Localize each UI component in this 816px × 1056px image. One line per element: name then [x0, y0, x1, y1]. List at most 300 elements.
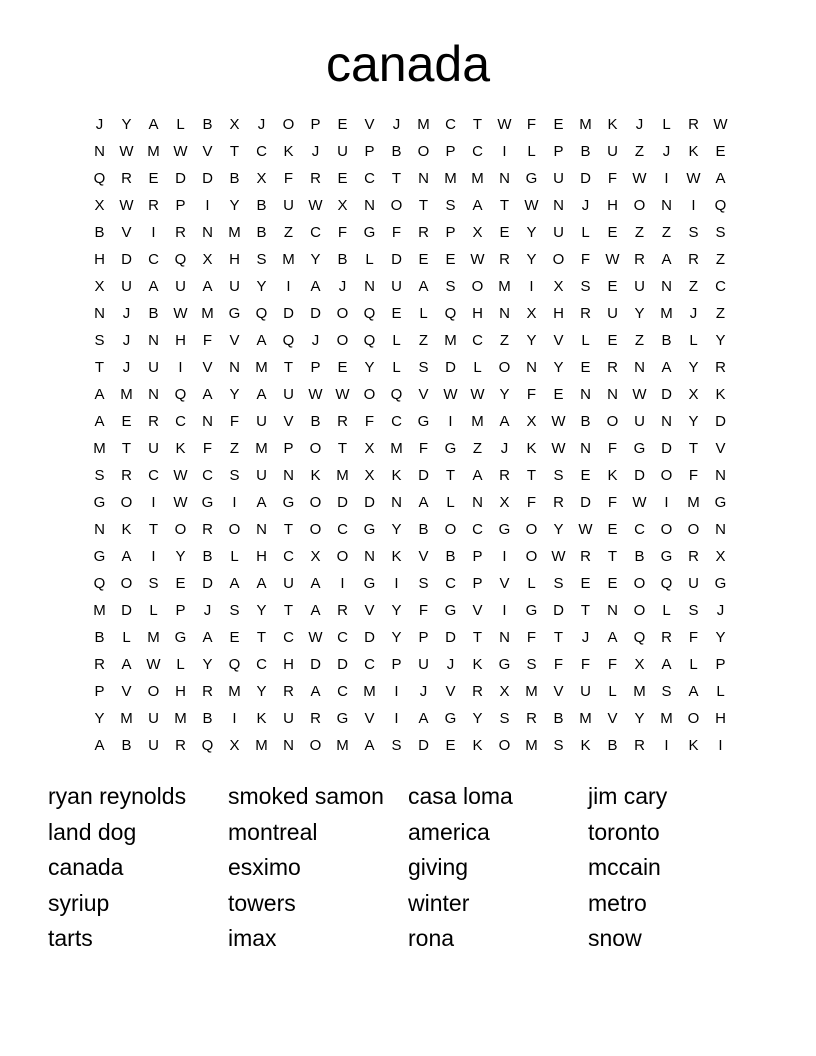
grid-letter: T: [94, 359, 105, 376]
word-column: [228, 779, 408, 957]
grid-letter: B: [202, 548, 213, 565]
grid-letter: H: [229, 251, 240, 268]
grid-letter: M: [120, 710, 133, 727]
grid-letter: F: [418, 440, 429, 457]
grid-letter: I: [286, 278, 291, 295]
grid-letter: L: [122, 629, 131, 646]
grid-row: [86, 357, 734, 384]
grid-letter: N: [607, 602, 618, 619]
word-item: america: [408, 818, 490, 845]
grid-letter: D: [634, 467, 645, 484]
grid-letter: B: [256, 224, 267, 241]
grid-letter: O: [660, 521, 673, 538]
grid-letter: S: [499, 710, 510, 727]
grid-letter: H: [283, 656, 294, 673]
grid-letter: U: [283, 386, 294, 403]
grid-letter: A: [94, 386, 105, 403]
grid-letter: V: [553, 683, 564, 700]
grid-row: [86, 735, 734, 762]
grid-letter: W: [443, 386, 458, 403]
grid-letter: V: [364, 710, 375, 727]
grid-letter: I: [394, 575, 399, 592]
grid-letter: U: [283, 575, 294, 592]
grid-letter: A: [688, 683, 699, 700]
grid-letter: N: [148, 386, 159, 403]
grid-letter: O: [471, 278, 484, 295]
grid-letter: M: [120, 386, 133, 403]
grid-letter: E: [715, 143, 726, 160]
grid-letter: J: [203, 602, 212, 619]
grid-letter: C: [337, 629, 348, 646]
grid-letter: C: [148, 251, 159, 268]
grid-letter: A: [121, 548, 132, 565]
grid-letter: X: [688, 386, 699, 403]
grid-letter: K: [283, 143, 294, 160]
grid-letter: H: [715, 710, 726, 727]
page-title: canada: [325, 36, 491, 92]
grid-letter: O: [336, 305, 349, 322]
grid-letter: M: [336, 737, 349, 754]
grid-letter: A: [256, 494, 267, 511]
grid-letter: W: [308, 386, 323, 403]
grid-letter: I: [232, 494, 237, 511]
grid-letter: Z: [715, 251, 726, 268]
grid-letter: V: [283, 413, 294, 430]
grid-letter: R: [337, 413, 348, 430]
grid-letter: V: [121, 683, 132, 700]
grid-letter: Y: [175, 548, 186, 565]
grid-letter: X: [526, 413, 537, 430]
word-item: syriup: [48, 889, 110, 916]
grid-letter: F: [202, 332, 213, 349]
grid-letter: S: [148, 575, 159, 592]
word-item: giving: [408, 854, 469, 880]
grid-letter: S: [553, 575, 564, 592]
grid-letter: P: [364, 143, 375, 160]
grid-letter: H: [607, 197, 618, 214]
grid-letter: F: [364, 413, 375, 430]
grid-letter: Y: [364, 359, 375, 376]
grid-letter: O: [633, 602, 646, 619]
grid-letter: Y: [526, 332, 537, 349]
grid-letter: D: [283, 305, 294, 322]
grid-letter: X: [553, 278, 564, 295]
grid-letter: T: [283, 602, 294, 619]
grid-letter: A: [229, 575, 240, 592]
grid-letter: M: [687, 494, 700, 511]
grid-letter: W: [173, 305, 188, 322]
grid-letter: B: [580, 413, 591, 430]
grid-letter: J: [662, 143, 671, 160]
grid-letter: N: [499, 170, 510, 187]
grid-letter: E: [580, 575, 591, 592]
grid-letter: G: [201, 494, 214, 511]
grid-letter: O: [309, 737, 322, 754]
letter-grid: [86, 114, 734, 762]
grid-letter: Y: [256, 683, 267, 700]
grid-letter: R: [472, 683, 483, 700]
grid-letter: D: [337, 494, 348, 511]
grid-letter: M: [282, 251, 295, 268]
grid-letter: I: [502, 143, 507, 160]
grid-letter: I: [151, 494, 156, 511]
grid-letter: M: [525, 683, 538, 700]
grid-letter: V: [364, 116, 375, 133]
grid-letter: E: [337, 359, 348, 376]
grid-letter: L: [662, 116, 671, 133]
grid-letter: V: [715, 440, 726, 457]
grid-letter: L: [581, 332, 590, 349]
grid-letter: R: [499, 251, 510, 268]
grid-letter: M: [93, 440, 106, 457]
grid-row: [86, 249, 734, 276]
grid-letter: Q: [660, 575, 673, 592]
grid-letter: M: [174, 710, 187, 727]
grid-letter: X: [337, 197, 348, 214]
grid-letter: T: [607, 548, 618, 565]
grid-letter: N: [499, 629, 510, 646]
grid-letter: T: [526, 467, 537, 484]
grid-letter: X: [256, 170, 267, 187]
grid-letter: R: [148, 413, 159, 430]
grid-letter: J: [419, 683, 428, 700]
grid-letter: A: [94, 737, 105, 754]
grid-letter: C: [337, 683, 348, 700]
grid-letter: L: [446, 494, 455, 511]
grid-letter: D: [337, 656, 348, 673]
word-column: [48, 779, 228, 957]
grid-letter: M: [255, 440, 268, 457]
grid-letter: K: [472, 737, 483, 754]
grid-letter: E: [499, 224, 510, 241]
word-item: montreal: [228, 818, 318, 845]
grid-letter: U: [148, 737, 159, 754]
grid-letter: D: [445, 629, 456, 646]
grid-letter: S: [580, 278, 591, 295]
grid-letter: Z: [688, 278, 699, 295]
word-item: jim cary: [588, 783, 668, 809]
grid-letter: P: [310, 359, 321, 376]
grid-letter: O: [336, 332, 349, 349]
word-item: canada: [48, 854, 124, 880]
grid-letter: T: [499, 197, 510, 214]
grid-letter: N: [526, 359, 537, 376]
grid-letter: U: [121, 278, 132, 295]
grid-letter: Q: [444, 305, 457, 322]
grid-letter: U: [256, 467, 267, 484]
grid-letter: S: [229, 467, 240, 484]
grid-letter: B: [661, 332, 672, 349]
grid-letter: R: [580, 548, 591, 565]
grid-letter: U: [148, 359, 159, 376]
grid-letter: Q: [228, 656, 241, 673]
grid-letter: C: [364, 656, 375, 673]
grid-letter: Q: [282, 332, 295, 349]
grid-letter: Q: [633, 629, 646, 646]
grid-letter: I: [502, 548, 507, 565]
grid-letter: F: [553, 656, 564, 673]
grid-letter: D: [580, 170, 591, 187]
grid-letter: C: [256, 656, 267, 673]
grid-letter: E: [121, 413, 132, 430]
grid-letter: K: [607, 116, 618, 133]
grid-letter: O: [525, 548, 538, 565]
grid-letter: P: [445, 224, 456, 241]
grid-letter: P: [175, 602, 186, 619]
grid-letter: D: [202, 170, 213, 187]
grid-row: [86, 384, 734, 411]
grid-letter: M: [444, 170, 457, 187]
grid-letter: I: [664, 737, 669, 754]
grid-letter: C: [472, 143, 483, 160]
grid-letter: Y: [94, 710, 105, 727]
grid-letter: V: [202, 143, 213, 160]
grid-letter: O: [147, 683, 160, 700]
grid-letter: Q: [714, 197, 727, 214]
grid-letter: P: [715, 656, 726, 673]
grid-letter: Q: [93, 170, 106, 187]
grid-letter: R: [661, 629, 672, 646]
grid-row: [86, 519, 734, 546]
grid-letter: X: [472, 224, 483, 241]
grid-letter: R: [94, 656, 105, 673]
grid-letter: M: [417, 116, 430, 133]
grid-letter: L: [689, 332, 698, 349]
grid-letter: G: [498, 521, 511, 538]
grid-letter: A: [310, 575, 321, 592]
grid-letter: S: [418, 575, 429, 592]
grid-letter: O: [660, 467, 673, 484]
grid-letter: X: [499, 683, 510, 700]
grid-letter: N: [148, 332, 159, 349]
grid-row: [86, 627, 734, 654]
grid-letter: E: [607, 224, 618, 241]
grid-letter: C: [202, 467, 213, 484]
grid-letter: A: [310, 683, 321, 700]
grid-letter: W: [551, 440, 566, 457]
grid-letter: Y: [391, 629, 402, 646]
grid-letter: G: [363, 575, 376, 592]
grid-letter: D: [175, 170, 186, 187]
grid-letter: A: [499, 413, 510, 430]
grid-letter: D: [661, 386, 672, 403]
grid-letter: R: [607, 359, 618, 376]
grid-letter: O: [606, 413, 619, 430]
grid-letter: Y: [472, 710, 483, 727]
grid-letter: K: [688, 143, 699, 160]
grid-letter: K: [121, 521, 132, 538]
grid-letter: E: [553, 386, 564, 403]
grid-letter: N: [283, 467, 294, 484]
word-item: ryan reynolds: [48, 783, 187, 809]
grid-letter: D: [715, 413, 726, 430]
grid-letter: T: [553, 629, 564, 646]
grid-letter: N: [661, 278, 672, 295]
grid-letter: H: [175, 683, 186, 700]
grid-letter: G: [444, 440, 457, 457]
grid-letter: B: [337, 251, 348, 268]
grid-letter: O: [525, 521, 538, 538]
grid-letter: X: [526, 305, 537, 322]
grid-letter: K: [175, 440, 186, 457]
grid-letter: N: [391, 494, 402, 511]
grid-letter: G: [444, 602, 457, 619]
grid-letter: H: [256, 548, 267, 565]
grid-letter: O: [228, 521, 241, 538]
grid-letter: G: [363, 224, 376, 241]
grid-letter: K: [310, 467, 321, 484]
grid-letter: L: [662, 602, 671, 619]
grid-letter: V: [607, 710, 618, 727]
grid-letter: Z: [634, 332, 645, 349]
grid-letter: W: [173, 467, 188, 484]
grid-letter: O: [498, 359, 511, 376]
grid-letter: F: [526, 116, 537, 133]
word-list: [48, 779, 768, 957]
grid-letter: R: [283, 683, 294, 700]
grid-letter: D: [553, 602, 564, 619]
grid-letter: W: [308, 197, 323, 214]
grid-letter: A: [202, 629, 213, 646]
grid-letter: O: [120, 494, 133, 511]
grid-letter: V: [418, 386, 429, 403]
word-item: smoked samon: [228, 783, 384, 809]
grid-letter: N: [256, 521, 267, 538]
grid-letter: Y: [553, 521, 564, 538]
grid-letter: U: [553, 224, 564, 241]
grid-letter: N: [94, 521, 105, 538]
grid-letter: I: [178, 359, 183, 376]
grid-row: [86, 330, 734, 357]
grid-letter: M: [633, 683, 646, 700]
grid-letter: W: [632, 494, 647, 511]
grid-letter: W: [524, 197, 539, 214]
grid-letter: D: [445, 359, 456, 376]
grid-letter: E: [580, 467, 591, 484]
grid-letter: O: [687, 710, 700, 727]
word-item: metro: [588, 889, 647, 916]
grid-letter: Z: [229, 440, 240, 457]
grid-letter: D: [121, 251, 132, 268]
grid-letter: K: [472, 656, 483, 673]
grid-letter: H: [94, 251, 105, 268]
grid-letter: L: [527, 575, 536, 592]
grid-letter: A: [472, 467, 483, 484]
grid-letter: X: [229, 116, 240, 133]
grid-letter: B: [94, 224, 105, 241]
grid-letter: E: [553, 116, 564, 133]
grid-letter: W: [335, 386, 350, 403]
grid-letter: O: [498, 737, 511, 754]
word-item: toronto: [588, 818, 660, 845]
grid-letter: U: [607, 143, 618, 160]
grid-letter: G: [363, 521, 376, 538]
grid-letter: J: [635, 116, 644, 133]
grid-letter: K: [391, 548, 402, 565]
grid-letter: F: [337, 224, 348, 241]
grid-letter: G: [660, 548, 673, 565]
grid-letter: L: [365, 251, 374, 268]
grid-letter: V: [553, 332, 564, 349]
grid-row: [86, 708, 734, 735]
grid-letter: G: [714, 494, 727, 511]
grid-letter: R: [688, 116, 699, 133]
grid-letter: M: [471, 170, 484, 187]
grid-letter: D: [391, 251, 402, 268]
grid-letter: I: [340, 575, 345, 592]
grid-letter: K: [580, 737, 591, 754]
grid-letter: O: [552, 251, 565, 268]
grid-letter: X: [94, 197, 105, 214]
grid-letter: T: [283, 521, 294, 538]
grid-letter: R: [418, 224, 429, 241]
grid-letter: Y: [715, 332, 726, 349]
grid-letter: Y: [121, 116, 132, 133]
grid-letter: F: [688, 629, 699, 646]
grid-letter: B: [580, 143, 591, 160]
grid-letter: D: [418, 737, 429, 754]
grid-letter: X: [364, 467, 375, 484]
grid-row: [86, 168, 734, 195]
grid-letter: L: [716, 683, 725, 700]
grid-letter: B: [418, 521, 429, 538]
grid-letter: B: [94, 629, 105, 646]
grid-letter: K: [256, 710, 267, 727]
grid-letter: G: [282, 494, 295, 511]
grid-letter: C: [634, 521, 645, 538]
grid-letter: O: [309, 440, 322, 457]
grid-row: [86, 411, 734, 438]
grid-letter: Q: [390, 386, 403, 403]
grid-letter: T: [580, 602, 591, 619]
grid-letter: A: [661, 359, 672, 376]
grid-letter: L: [230, 548, 239, 565]
grid-letter: E: [337, 116, 348, 133]
grid-letter: Y: [256, 602, 267, 619]
grid-letter: B: [256, 197, 267, 214]
grid-letter: N: [715, 467, 726, 484]
grid-letter: U: [607, 305, 618, 322]
grid-letter: R: [121, 467, 132, 484]
grid-letter: P: [418, 629, 429, 646]
grid-letter: V: [121, 224, 132, 241]
grid-letter: N: [229, 359, 240, 376]
grid-letter: Y: [634, 305, 645, 322]
grid-letter: B: [229, 170, 240, 187]
grid-letter: J: [257, 116, 266, 133]
grid-letter: O: [174, 521, 187, 538]
grid-letter: J: [689, 305, 698, 322]
grid-row: [86, 600, 734, 627]
grid-letter: N: [472, 494, 483, 511]
grid-letter: S: [391, 737, 402, 754]
grid-letter: J: [446, 656, 455, 673]
grid-letter: F: [391, 224, 402, 241]
grid-letter: E: [229, 629, 240, 646]
grid-letter: F: [607, 494, 618, 511]
grid-letter: R: [499, 467, 510, 484]
grid-letter: C: [472, 521, 483, 538]
grid-row: [86, 654, 734, 681]
grid-letter: X: [310, 548, 321, 565]
word-item: casa loma: [408, 783, 513, 809]
grid-letter: G: [498, 656, 511, 673]
grid-letter: U: [229, 278, 240, 295]
grid-letter: Z: [472, 440, 483, 457]
grid-letter: Z: [283, 224, 294, 241]
grid-letter: T: [337, 440, 348, 457]
grid-letter: T: [472, 629, 483, 646]
